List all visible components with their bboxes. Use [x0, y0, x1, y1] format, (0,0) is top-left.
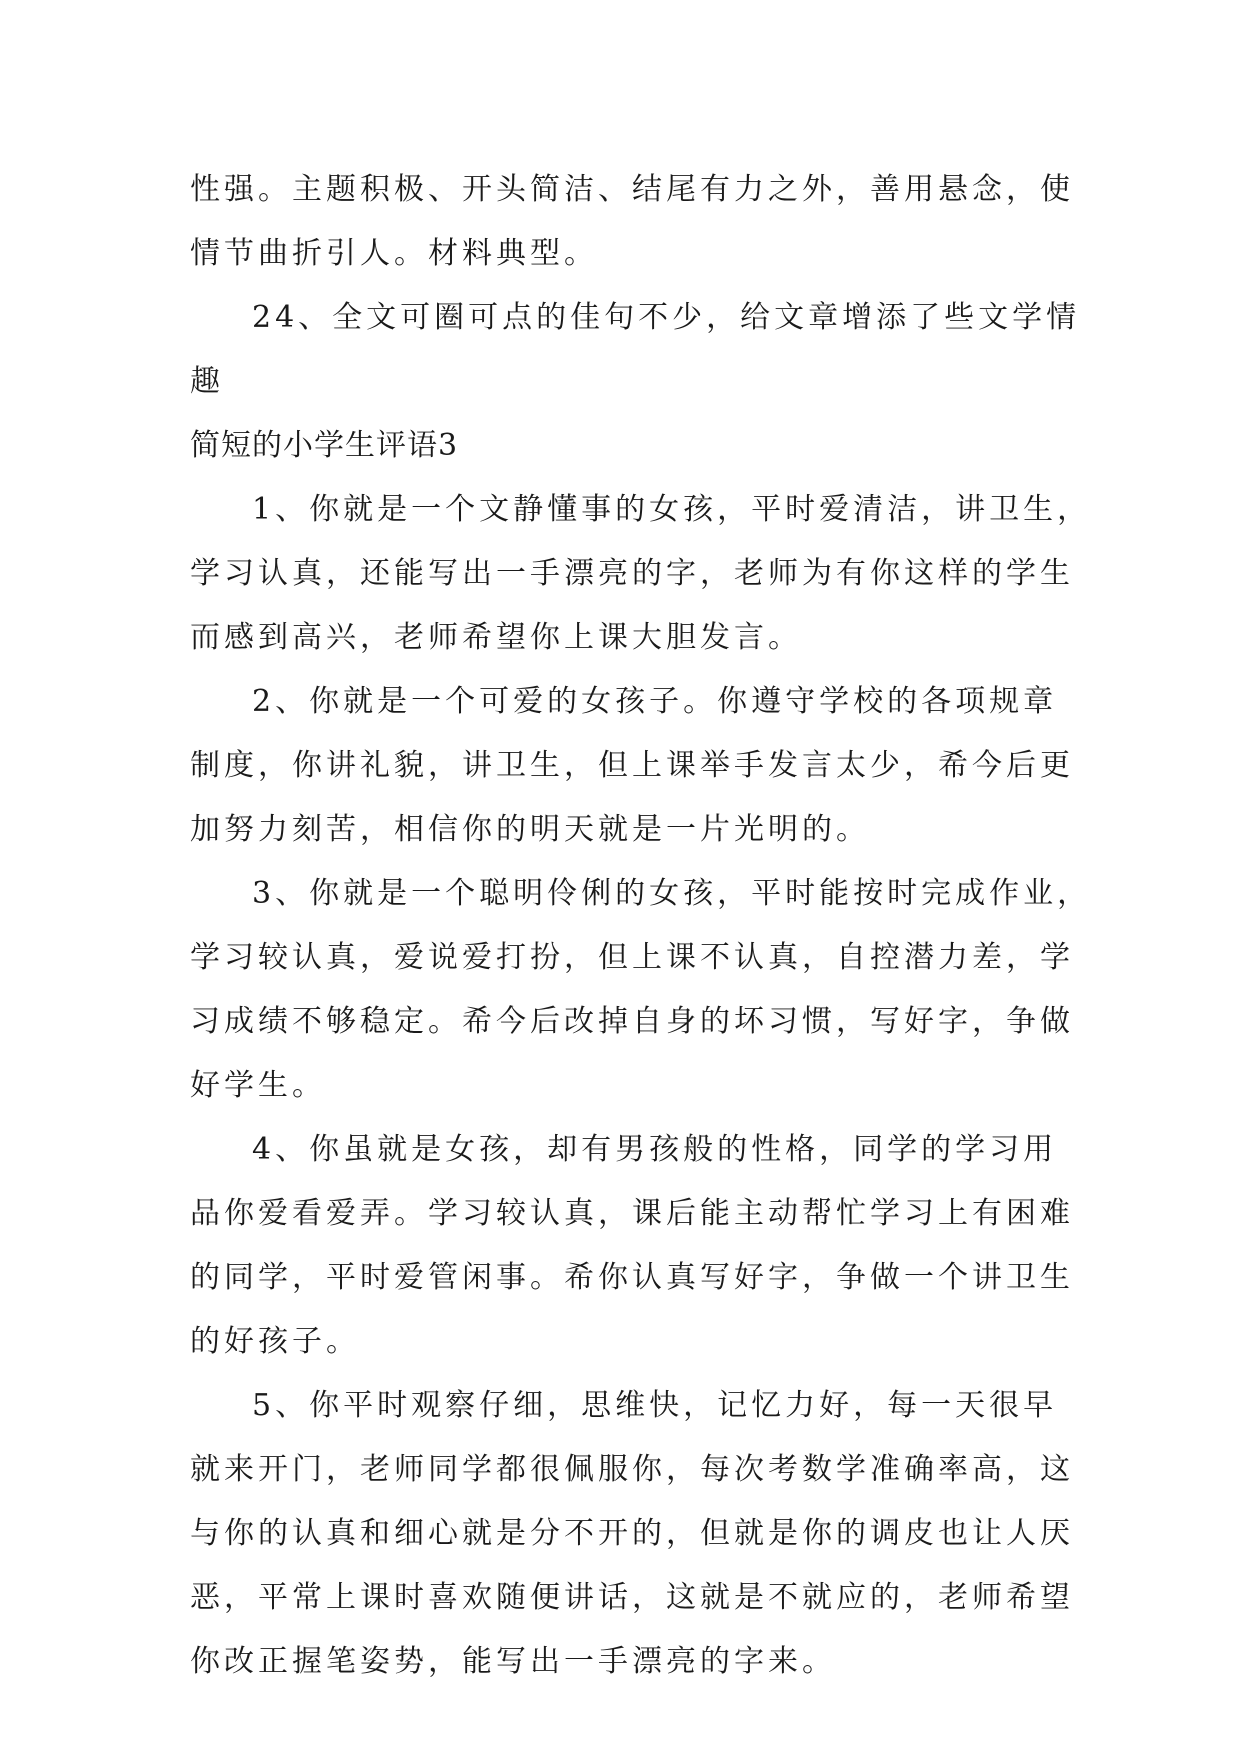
paragraph-line: 与你的认真和细心就是分不开的，但就是你的调皮也让人厌: [190, 1516, 1074, 1551]
paragraph-line: 学习认真，还能写出一手漂亮的字，老师为有你这样的学生: [190, 556, 1074, 591]
paragraph-line: 而感到高兴，老师希望你上课大胆发言。: [190, 620, 802, 655]
section-heading: 简短的小学生评语3: [190, 428, 459, 463]
paragraph-line: 学习较认真，爱说爱打扮，但上课不认真，自控潜力差，学: [190, 940, 1074, 975]
paragraph-line: 制度，你讲礼貌，讲卫生，但上课举手发言太少，希今后更: [190, 748, 1074, 783]
paragraph-line: 1、你就是一个文静懂事的女孩，平时爱清洁，讲卫生，: [252, 492, 1092, 527]
paragraph-line: 就来开门，老师同学都很佩服你，每次考数学准确率高，这: [190, 1452, 1074, 1487]
paragraph-line: 3、你就是一个聪明伶俐的女孩，平时能按时完成作业，: [252, 876, 1092, 911]
paragraph-line: 性强。主题积极、开头简洁、结尾有力之外，善用悬念，使: [190, 172, 1074, 207]
paragraph-line: 你改正握笔姿势，能写出一手漂亮的字来。: [190, 1644, 836, 1679]
paragraph-line: 24、全文可圈可点的佳句不少，给文章增添了些文学情: [252, 300, 1081, 335]
paragraph-line: 趣: [190, 364, 224, 399]
paragraph-line: 2、你就是一个可爱的女孩子。你遵守学校的各项规章: [252, 684, 1058, 719]
paragraph-line: 5、你平时观察仔细，思维快，记忆力好，每一天很早: [252, 1388, 1058, 1423]
paragraph-line: 的同学，平时爱管闲事。希你认真写好字，争做一个讲卫生: [190, 1260, 1074, 1295]
paragraph-line: 品你爱看爱弄。学习较认真，课后能主动帮忙学习上有困难: [190, 1196, 1074, 1231]
paragraph-line: 恶，平常上课时喜欢随便讲话，这就是不就应的，老师希望: [190, 1580, 1074, 1615]
paragraph-line: 习成绩不够稳定。希今后改掉自身的坏习惯，写好字，争做: [190, 1004, 1074, 1039]
paragraph-line: 情节曲折引人。材料典型。: [190, 236, 598, 271]
paragraph-line: 4、你虽就是女孩，却有男孩般的性格，同学的学习用: [252, 1132, 1058, 1167]
paragraph-line: 的好孩子。: [190, 1324, 360, 1359]
paragraph-line: 加努力刻苦，相信你的明天就是一片光明的。: [190, 812, 870, 847]
paragraph-line: 好学生。: [190, 1068, 326, 1103]
document-page: [190, 158, 1092, 1694]
